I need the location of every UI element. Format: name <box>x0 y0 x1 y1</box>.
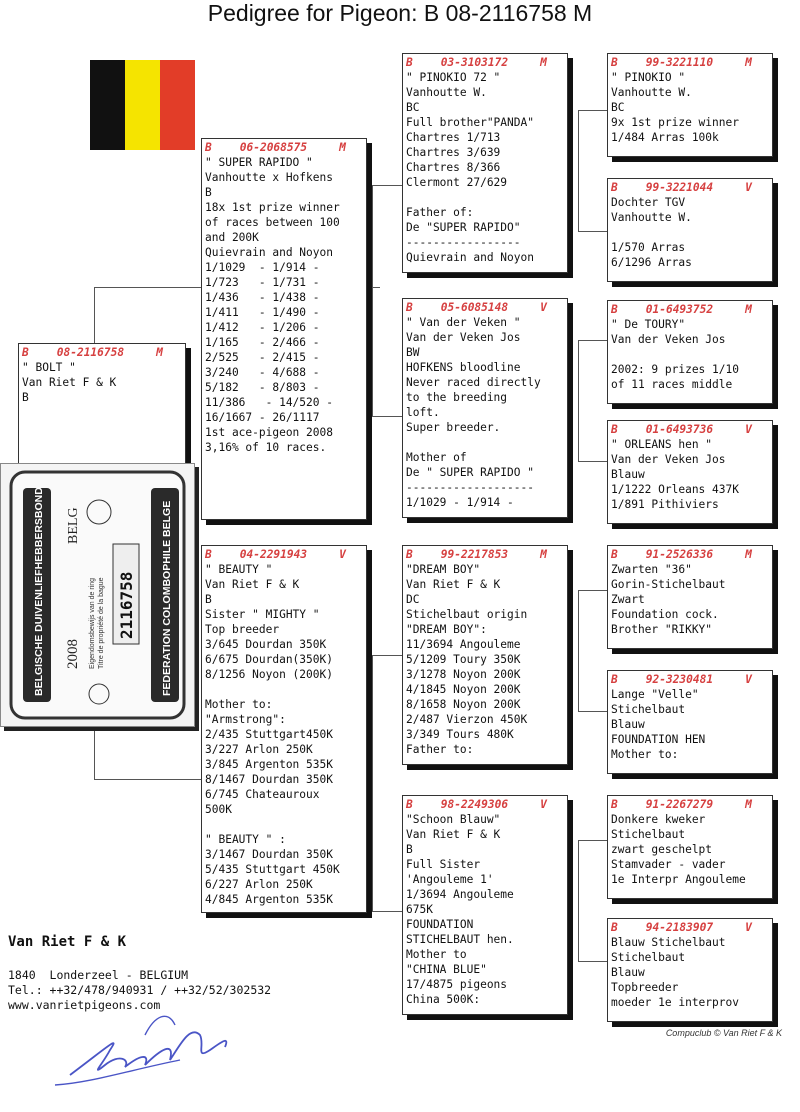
ring-card-year: 2008 <box>65 639 81 669</box>
card-sex: V <box>745 921 752 934</box>
card-line: Blauw <box>611 468 645 481</box>
card-sire-sire <box>402 53 568 273</box>
card-line: 675K <box>406 903 433 916</box>
card-header <box>611 180 769 195</box>
breeder-address: 1840 Londerzeel - BELGIUM <box>8 968 189 982</box>
card-line: Vanhoutte W. <box>611 86 692 99</box>
card-line: 1/3694 Angouleme <box>406 888 514 901</box>
card-line: Van Riet F & K <box>406 828 501 841</box>
card-line: 1/1029 - 1/914 - <box>406 496 514 509</box>
card-sex: V <box>745 673 752 686</box>
card-country: B <box>205 548 212 561</box>
card-header <box>611 920 769 935</box>
card-line: Stichelbaut <box>611 828 686 841</box>
card-country: B <box>611 921 618 934</box>
card-header <box>611 672 769 687</box>
card-line: Brother "RIKKY" <box>611 623 713 636</box>
card-line: 1/570 Arras <box>611 241 686 254</box>
card-line <box>406 435 564 450</box>
card-line: 11/3694 Angouleme <box>406 638 521 651</box>
card-sire <box>201 138 367 520</box>
card-sex: M <box>745 56 752 69</box>
card-header <box>611 547 769 562</box>
card-line: 3,16% of 10 races. <box>205 441 327 454</box>
card-line: "DREAM BOY" <box>406 563 481 576</box>
card-line: Vanhoutte W. <box>406 86 487 99</box>
card-ring-number: 04-2291943 <box>239 548 308 561</box>
breeder-name: Van Riet F & K <box>8 934 127 950</box>
card-sire-dam <box>402 298 568 518</box>
card-dd-dam <box>607 918 773 1022</box>
card-ring-number: 05-6085148 <box>440 301 509 314</box>
card-line <box>205 817 363 832</box>
card-line: ------------------- <box>406 481 534 494</box>
card-line: " PINOKIO 72 " <box>406 71 501 84</box>
card-sex: M <box>339 141 346 154</box>
card-line: 1/436 - 1/438 - <box>205 291 320 304</box>
card-line: and 200K <box>205 231 259 244</box>
card-line: Full Sister <box>406 858 481 871</box>
card-line: Van der Veken Jos <box>406 331 521 344</box>
card-line: 4/845 Argenton 535K <box>205 893 333 906</box>
card-line: 2/487 Vierzon 450K <box>406 713 528 726</box>
card-ss-sire <box>607 53 773 157</box>
card-line: Top breeder <box>205 623 280 636</box>
card-line: 1/165 - 2/466 - <box>205 336 320 349</box>
card-subject <box>18 343 186 468</box>
card-line: Father to: <box>406 743 474 756</box>
card-line: 5/182 - 8/803 - <box>205 381 320 394</box>
card-ring-number: 01-6493736 <box>645 423 714 436</box>
card-line: Gorin-Stichelbaut <box>611 578 726 591</box>
card-line: Mother of <box>406 451 467 464</box>
card-header <box>22 345 182 360</box>
card-sex: M <box>540 56 547 69</box>
card-line: " PINOKIO " <box>611 71 686 84</box>
card-country: B <box>406 548 413 561</box>
card-line: FOUNDATION <box>406 918 474 931</box>
card-ring-number: 92-3230481 <box>645 673 714 686</box>
card-line: loft. <box>406 406 440 419</box>
card-header <box>611 422 769 437</box>
ring-card-vertical-right: FEDERATION COLOMBOPHILE BELGE <box>161 500 173 696</box>
card-line: Donkere kweker <box>611 813 706 826</box>
card-country: B <box>611 181 618 194</box>
card-country: B <box>611 798 618 811</box>
card-line: B <box>406 843 413 856</box>
card-ring-number: 08-2116758 <box>56 346 125 359</box>
card-header <box>406 300 564 315</box>
card-line: 3/1467 Dourdan 350K <box>205 848 333 861</box>
page-title: Pedigree for Pigeon: B 08-2116758 M <box>207 0 593 26</box>
card-line: 8/1658 Noyon 200K <box>406 698 521 711</box>
card-line: Never raced directly <box>406 376 541 389</box>
card-line: Chartres 8/366 <box>406 161 501 174</box>
card-line: Van Riet F & K <box>406 578 501 591</box>
card-country: B <box>22 346 29 359</box>
card-line: 1/1222 Orleans 437K <box>611 483 739 496</box>
card-ring-number: 99-3221044 <box>645 181 714 194</box>
card-line: "Armstrong": <box>205 713 286 726</box>
card-dam-sire <box>402 545 568 765</box>
card-line: De "SUPER RAPIDO" <box>406 221 521 234</box>
card-line: "Schoon Blauw" <box>406 813 501 826</box>
card-line: 11/386 - 14/520 - <box>205 396 333 409</box>
card-line: of 11 races middle <box>611 378 733 391</box>
card-line: Van der Veken Jos <box>611 453 726 466</box>
card-line: Zwart <box>611 593 645 606</box>
card-country: B <box>406 56 413 69</box>
card-line: Quievrain and Noyon <box>406 251 534 264</box>
card-line: Foundation cock. <box>611 608 719 621</box>
card-line: 2/435 Stuttgart450K <box>205 728 333 741</box>
card-header <box>611 55 769 70</box>
card-country: B <box>406 301 413 314</box>
card-header <box>611 302 769 317</box>
card-line: 5/1209 Toury 350K <box>406 653 521 666</box>
card-sex: V <box>339 548 346 561</box>
card-ring-number: 91-2267279 <box>645 798 714 811</box>
connector-sire-parents-mid <box>372 287 380 288</box>
card-sex: V <box>540 798 547 811</box>
card-line: " BOLT " <box>22 361 76 374</box>
card-line: Blauw <box>611 966 645 979</box>
card-line: HOFKENS bloodline <box>406 361 521 374</box>
breeder-phone: Tel.: ++32/478/940931 / ++32/52/302532 <box>8 983 272 997</box>
card-line: B <box>205 593 212 606</box>
card-line: 4/1845 Noyon 200K <box>406 683 521 696</box>
card-line: 3/645 Dourdan 350K <box>205 638 327 651</box>
card-line: BW <box>406 346 420 359</box>
flag-stripe-red <box>160 60 195 150</box>
card-ss-dam <box>607 178 773 282</box>
ring-card-small-right: Titre de propriété de la bague <box>98 577 105 669</box>
card-line: 16/1667 - 26/1117 <box>205 411 320 424</box>
card-line: Dochter TGV <box>611 196 686 209</box>
card-line: Lange "Velle" <box>611 688 699 701</box>
connector-sire-parents <box>372 185 404 417</box>
card-line: Chartres 1/713 <box>406 131 501 144</box>
card-line: Stichelbaut <box>611 951 686 964</box>
card-line: Chartres 3/639 <box>406 146 501 159</box>
card-sex: M <box>156 346 163 359</box>
breeder-website[interactable]: www.vanrietpigeons.com <box>8 998 161 1012</box>
card-sex: V <box>745 423 752 436</box>
card-line: 6/227 Arlon 250K <box>205 878 313 891</box>
card-line: FOUNDATION HEN <box>611 733 706 746</box>
card-line: 18x 1st prize winner <box>205 201 340 214</box>
card-line: 2002: 9 prizes 1/10 <box>611 363 739 376</box>
card-line: 1/723 - 1/731 - <box>205 276 320 289</box>
card-line: of races between 100 <box>205 216 340 229</box>
connector-ss-parents <box>578 110 609 232</box>
card-ring-number: 06-2068575 <box>239 141 308 154</box>
card-line: Father of: <box>406 206 474 219</box>
card-country: B <box>611 423 618 436</box>
connector-dam-parents <box>372 655 404 912</box>
card-country: B <box>611 673 618 686</box>
connector-sd-parents <box>578 340 609 462</box>
card-line <box>611 347 769 362</box>
card-line: Clermont 27/629 <box>406 176 508 189</box>
card-dam-dam <box>402 795 568 1015</box>
card-line: 1/412 - 1/206 - <box>205 321 320 334</box>
card-line: "DREAM BOY": <box>406 623 487 636</box>
card-line: zwart geschelpt <box>611 843 713 856</box>
card-line: Sister " MIGHTY " <box>205 608 320 621</box>
card-country: B <box>611 548 618 561</box>
ring-card-vertical-left: BELGISCHE DUIVENLIEFHEBBERSBOND <box>33 487 45 696</box>
card-line: 500K <box>205 803 232 816</box>
card-header <box>611 797 769 812</box>
card-line: BC <box>611 101 625 114</box>
card-line: Stichelbaut origin <box>406 608 528 621</box>
card-line: Quievrain and Noyon <box>205 246 333 259</box>
card-line: " De TOURY" <box>611 318 686 331</box>
card-country: B <box>205 141 212 154</box>
card-header <box>205 547 363 562</box>
connector-dd-parents <box>578 840 609 962</box>
card-ring-number: 91-2526336 <box>645 548 714 561</box>
ring-card-small-left: Eigendomsbewijs van de ring <box>89 577 96 669</box>
card-line: "CHINA BLUE" <box>406 963 487 976</box>
card-line: 3/845 Argenton 535K <box>205 758 333 771</box>
flag-stripe-black <box>90 60 125 150</box>
card-header <box>406 797 564 812</box>
card-line: Stamvader - vader <box>611 858 726 871</box>
card-line: 'Angouleme 1' <box>406 873 494 886</box>
card-line: 1/891 Pithiviers <box>611 498 719 511</box>
card-line: 3/349 Tours 480K <box>406 728 514 741</box>
card-ring-number: 99-2217853 <box>440 548 509 561</box>
card-line <box>205 682 363 697</box>
card-line: 1/484 Arras 100k <box>611 131 719 144</box>
card-line: " SUPER RAPIDO " <box>205 156 313 169</box>
card-line: Blauw <box>611 718 645 731</box>
ring-card-number: 2116758 <box>117 571 136 639</box>
flag-stripe-yellow <box>125 60 160 150</box>
card-line: Stichelbaut <box>611 703 686 716</box>
card-ring-number: 03-3103172 <box>440 56 509 69</box>
card-line: 3/240 - 4/688 - <box>205 366 320 379</box>
card-country: B <box>406 798 413 811</box>
card-line: China 500K: <box>406 993 481 1006</box>
card-line: Mother to <box>406 948 467 961</box>
card-line: BC <box>406 101 420 114</box>
card-line: moeder 1e interprov <box>611 996 739 1009</box>
card-line: " BEAUTY " <box>205 563 273 576</box>
card-line: Super breeder. <box>406 421 501 434</box>
card-ring-number: 99-3221110 <box>645 56 714 69</box>
card-ring-number: 98-2249306 <box>440 798 509 811</box>
card-line: 8/1467 Dourdan 350K <box>205 773 333 786</box>
card-line: Vanhoutte x Hofkens <box>205 171 333 184</box>
card-line: 6/745 Chateauroux <box>205 788 320 801</box>
card-ds-sire <box>607 545 773 649</box>
card-line: 3/227 Arlon 250K <box>205 743 313 756</box>
card-line <box>406 190 564 205</box>
card-line: 2/525 - 2/415 - <box>205 351 320 364</box>
card-line: ----------------- <box>406 236 521 249</box>
card-line: DC <box>406 593 420 606</box>
card-country: B <box>611 56 618 69</box>
card-line: De " SUPER RAPIDO " <box>406 466 534 479</box>
card-line: 6/1296 Arras <box>611 256 692 269</box>
card-line: 17/4875 pigeons <box>406 978 508 991</box>
card-header <box>406 547 564 562</box>
card-header <box>205 140 363 155</box>
card-header <box>406 55 564 70</box>
connector-ds-parents <box>578 590 609 712</box>
ring-card-country: BELG <box>66 507 81 544</box>
card-line: 6/675 Dourdan(350K) <box>205 653 333 666</box>
card-line: 5/435 Stuttgart 450K <box>205 863 340 876</box>
card-line: 3/1278 Noyon 200K <box>406 668 521 681</box>
card-line: to the breeding <box>406 391 508 404</box>
card-line: Van der Veken Jos <box>611 333 726 346</box>
card-line: Van Riet F & K <box>22 376 117 389</box>
card-line: " ORLEANS hen " <box>611 438 713 451</box>
card-line: 8/1256 Noyon (200K) <box>205 668 333 681</box>
card-line: B <box>22 391 29 404</box>
card-sex: M <box>745 303 752 316</box>
ring-card-graphic <box>1 464 194 726</box>
ring-ownership-card <box>0 463 195 727</box>
card-line: 1/1029 - 1/914 - <box>205 261 320 274</box>
card-sex: M <box>540 548 547 561</box>
card-line: STICHELBAUT hen. <box>406 933 514 946</box>
card-line: Blauw Stichelbaut <box>611 936 726 949</box>
card-line: Mother to: <box>205 698 273 711</box>
signature <box>50 1005 240 1090</box>
card-sex: V <box>745 181 752 194</box>
card-sex: M <box>745 548 752 561</box>
card-line: B <box>205 186 212 199</box>
card-line: " Van der Veken " <box>406 316 521 329</box>
card-line: Vanhoutte W. <box>611 211 692 224</box>
card-country: B <box>611 303 618 316</box>
card-sd-sire <box>607 300 773 404</box>
card-line: Van Riet F & K <box>205 578 300 591</box>
card-line: " BEAUTY " : <box>205 833 286 846</box>
card-line <box>611 225 769 240</box>
card-sd-dam <box>607 420 773 524</box>
card-sex: V <box>540 301 547 314</box>
card-line: Topbreeder <box>611 981 679 994</box>
card-sex: M <box>745 798 752 811</box>
card-line: 9x 1st prize winner <box>611 116 739 129</box>
card-dam <box>201 545 367 913</box>
card-line: 1/411 - 1/490 - <box>205 306 320 319</box>
card-line: 1st ace-pigeon 2008 <box>205 426 333 439</box>
card-ring-number: 94-2183907 <box>645 921 714 934</box>
card-dd-sire <box>607 795 773 899</box>
card-ring-number: 01-6493752 <box>645 303 714 316</box>
card-line: 1e Interpr Angouleme <box>611 873 746 886</box>
compuclub-credit: Compuclub © Van Riet F & K <box>665 1028 782 1038</box>
card-ds-dam <box>607 670 773 774</box>
card-line: Mother to: <box>611 748 679 761</box>
card-line: Full brother"PANDA" <box>406 116 534 129</box>
belgian-flag <box>90 60 195 150</box>
card-line: Zwarten "36" <box>611 563 692 576</box>
